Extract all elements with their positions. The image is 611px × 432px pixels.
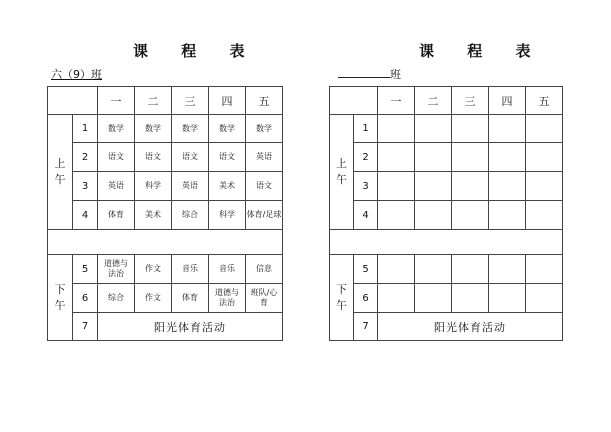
course-cell: 数学: [172, 115, 209, 143]
left-class-label: [51, 66, 102, 82]
blank-cell: [489, 255, 526, 284]
table-row: [330, 255, 563, 284]
course-cell: 体育/足球: [246, 201, 283, 230]
blank-cell: [415, 255, 452, 284]
blank-cell: [489, 172, 526, 201]
course-cell: 班队/心育: [246, 284, 283, 313]
blank-cell: [452, 115, 489, 143]
blank-cell: [452, 255, 489, 284]
table-row: [48, 201, 283, 230]
blank-cell: [378, 115, 415, 143]
course-cell: 音乐: [172, 255, 209, 284]
course-cell: 道德与法治: [209, 284, 246, 313]
blank-cell: [489, 201, 526, 230]
blank-cell: [415, 115, 452, 143]
right-timetable: [329, 86, 563, 341]
afternoon-label: 下午: [330, 255, 354, 341]
right-title: 课 程 表: [419, 42, 545, 60]
break-row: [48, 230, 283, 255]
course-cell: 语文: [209, 143, 246, 172]
period-number: 3: [354, 172, 378, 201]
day-header: 四: [209, 87, 246, 115]
day-header: 一: [378, 87, 415, 115]
day-header: 五: [526, 87, 563, 115]
period-number: 6: [73, 284, 98, 313]
course-cell: 数学: [209, 115, 246, 143]
blank-cell: [489, 115, 526, 143]
blank-cell: [452, 201, 489, 230]
left-class-name: 六（9）班: [51, 68, 102, 81]
course-cell: 科学: [209, 201, 246, 230]
course-cell: 英语: [98, 172, 135, 201]
blank-cell: [452, 284, 489, 313]
course-cell: 综合: [98, 284, 135, 313]
blank-cell: [415, 143, 452, 172]
blank-cell: [526, 201, 563, 230]
blank-cell: [378, 284, 415, 313]
table-row: [48, 87, 283, 115]
course-cell: 语文: [172, 143, 209, 172]
day-header: 四: [489, 87, 526, 115]
course-cell: 英语: [246, 143, 283, 172]
afternoon-label: 下午: [48, 255, 73, 341]
course-cell: 综合: [172, 201, 209, 230]
table-row: [48, 284, 283, 313]
blank-cell: [526, 172, 563, 201]
blank-cell: [526, 284, 563, 313]
period-number: 7: [73, 313, 98, 341]
course-cell: 英语: [172, 172, 209, 201]
blank-cell: [526, 143, 563, 172]
period-number: 4: [354, 201, 378, 230]
blank-cell: [378, 201, 415, 230]
table-row: [48, 313, 283, 341]
course-cell: 数学: [98, 115, 135, 143]
day-header: 二: [415, 87, 452, 115]
course-cell: 体育: [172, 284, 209, 313]
table-row: [330, 143, 563, 172]
table-row: [330, 172, 563, 201]
day-header: 三: [452, 87, 489, 115]
period-number: 5: [354, 255, 378, 284]
blank-cell: [489, 284, 526, 313]
table-row: [48, 230, 283, 255]
class-name-blank: [338, 67, 390, 78]
table-row: [48, 115, 283, 143]
period-number: 1: [73, 115, 98, 143]
course-cell: 信息: [246, 255, 283, 284]
course-cell: 数学: [135, 115, 172, 143]
course-cell: 科学: [135, 172, 172, 201]
day-header: 一: [98, 87, 135, 115]
course-cell: 语文: [98, 143, 135, 172]
blank-cell: [452, 143, 489, 172]
course-cell: 道德与法治: [98, 255, 135, 284]
table-row: [330, 313, 563, 341]
blank-cell: [415, 201, 452, 230]
right-class-label: [338, 66, 401, 82]
table-row: [48, 143, 283, 172]
blank-cell: [526, 115, 563, 143]
blank-cell: [452, 172, 489, 201]
period-number: 6: [354, 284, 378, 313]
period-number: 3: [73, 172, 98, 201]
course-cell: 数学: [246, 115, 283, 143]
course-cell: 美术: [135, 201, 172, 230]
left-title: 课 程 表: [133, 42, 259, 60]
table-row: [330, 115, 563, 143]
period-number: 2: [73, 143, 98, 172]
course-cell: 语文: [246, 172, 283, 201]
table-row: [48, 255, 283, 284]
table-row: [330, 230, 563, 255]
day-header: 三: [172, 87, 209, 115]
blank-cell: [415, 284, 452, 313]
course-cell: 音乐: [209, 255, 246, 284]
period-number: 5: [73, 255, 98, 284]
blank-cell: [378, 143, 415, 172]
course-cell: 语文: [135, 143, 172, 172]
period-number: 4: [73, 201, 98, 230]
corner-cell: [48, 87, 98, 115]
break-row: [330, 230, 563, 255]
period-number: 1: [354, 115, 378, 143]
course-cell: 美术: [209, 172, 246, 201]
blank-cell: [378, 172, 415, 201]
course-cell: 体育: [98, 201, 135, 230]
day-header: 五: [246, 87, 283, 115]
course-cell: 作文: [135, 255, 172, 284]
blank-cell: [526, 255, 563, 284]
blank-cell: [415, 172, 452, 201]
table-row: [330, 284, 563, 313]
day-header: 二: [135, 87, 172, 115]
table-row: [48, 172, 283, 201]
course-cell: 作文: [135, 284, 172, 313]
activity-cell: 阳光体育活动: [98, 313, 283, 341]
left-timetable: [47, 86, 283, 341]
morning-label: 上午: [48, 115, 73, 230]
morning-label: 上午: [330, 115, 354, 230]
period-number: 7: [354, 313, 378, 341]
table-row: [330, 87, 563, 115]
period-number: 2: [354, 143, 378, 172]
table-row: [330, 201, 563, 230]
blank-cell: [489, 143, 526, 172]
right-class-suffix: 班: [390, 68, 401, 81]
corner-cell: [330, 87, 378, 115]
activity-cell: 阳光体育活动: [378, 313, 563, 341]
blank-cell: [378, 255, 415, 284]
